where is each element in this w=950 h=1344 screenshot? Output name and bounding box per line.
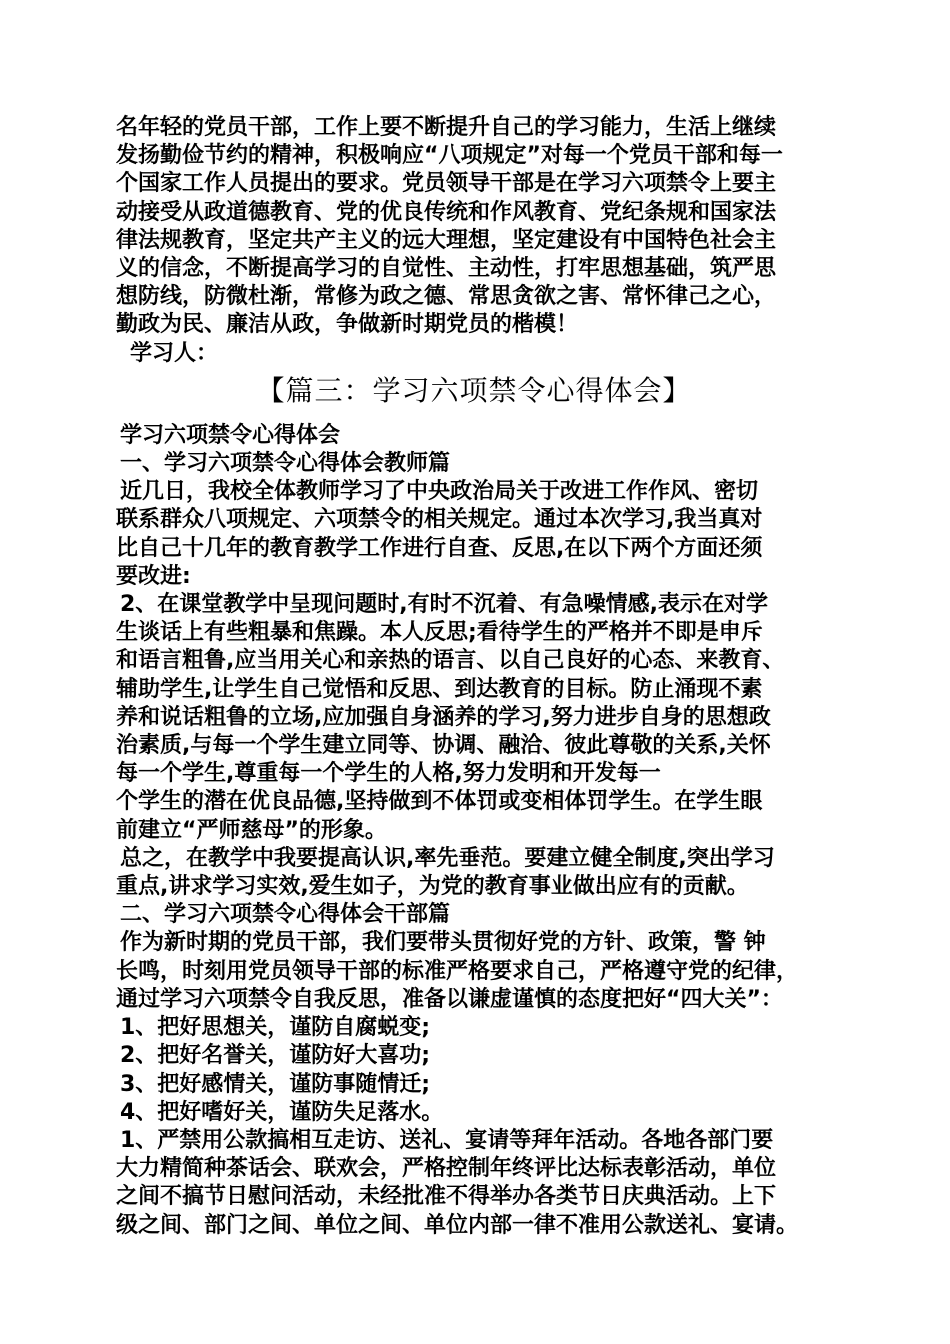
text-line: 通过学习六项禁令自我反思，准备以谦虚谨慎的态度把好“四大关”： — [116, 986, 783, 1012]
list-item: 3、把好感情关，谨防事随情迁; — [120, 1071, 431, 1097]
document-page — [116, 114, 840, 1240]
text-line: 总之，在教学中我要提高认识,率先垂范。要建立健全制度,突出学习 — [120, 845, 775, 871]
text-line: 个国家工作人员提出的要求。党员领导干部是在学习六项禁令上要主 — [116, 171, 777, 197]
text-line: 近几日，我校全体教师学习了中央政治局关于改进工作作风、密切 — [120, 479, 759, 505]
text-line: 生谈话上有些粗暴和焦躁。本人反思;看待学生的严格并不即是申斥 — [116, 620, 763, 646]
text-line: 要改进: — [116, 563, 191, 589]
text-line: 联系群众八项规定、六项禁令的相关规定。通过本次学习,我当真对 — [116, 507, 763, 533]
paragraph-prohibitions — [116, 1127, 840, 1240]
text-line: 名年轻的党员干部，工作上要不断提升自己的学习能力，生活上继续 — [116, 115, 777, 140]
list-item: 1、把好思想关，谨防自腐蜕变; — [120, 1015, 431, 1041]
section-title-cadres: 二、学习六项禁令心得体会干部篇 — [120, 902, 451, 928]
list-item: 2、把好名誉关，谨防好大喜功; — [120, 1043, 431, 1069]
text-line: 长鸣，时刻用党员领导干部的标准严格要求自己，严格遵守党的纪律， — [116, 958, 799, 984]
text-line: 个学生的潜在优良品德,坚持做到不体罚或变相体罚学生。在学生眼 — [116, 789, 763, 815]
paragraph-classroom-reflection — [116, 591, 840, 845]
text-line: 勤政为民、廉洁从政，争做新时期党员的楷模！ — [116, 312, 579, 338]
text-line: 之间不搞节日慰问活动，未经批准不得举办各类节日庆典活动。上下 — [116, 1184, 777, 1210]
text-line: 作为新时期的党员干部，我们要带头贯彻好党的方针、政策，警 钟 — [120, 930, 766, 956]
text-line: 想防线，防微杜渐，常修为政之德、常思贪欲之害、常怀律己之心， — [116, 284, 777, 310]
text-line: 前建立“严师慈母”的形象。 — [116, 817, 387, 843]
list-item: 4、把好嗜好关，谨防失足落水。 — [120, 1099, 444, 1125]
text-line: 和语言粗鲁,应当用关心和亲热的语言、以自己良好的心态、来教育、 — [116, 648, 785, 674]
text-line: 治素质,与每一个学生建立同等、协调、融洽、彼此尊敬的关系,关怀 — [116, 733, 771, 759]
chapter-heading: 【篇三：学习六项禁令心得体会】 — [256, 373, 692, 407]
text-line: 义的信念，不断提高学习的自觉性、主动性，打牢思想基础，筑严思 — [116, 256, 777, 282]
text-line: 1、严禁用公款搞相互走访、送礼、宴请等拜年活动。各地各部门要 — [120, 1127, 774, 1153]
paragraph-conclusion — [116, 845, 840, 901]
text-line: 每一个学生,尊重每一个学生的人格,努力发明和开发每一 — [116, 761, 661, 787]
four-checkpoints-list — [116, 1014, 840, 1127]
text-line: 养和说话粗鲁的立场,应加强自身涵养的学习,努力进步自身的思想政 — [116, 704, 771, 730]
text-line: 动接受从政道德教育、党的优良传统和作风教育、党纪条规和国家法 — [116, 199, 777, 225]
signature-line: 学习人： — [130, 340, 219, 366]
text-line: 律法规教育，坚定共产主义的远大理想，坚定建设有中国特色社会主 — [116, 227, 777, 253]
text-line: 2、在课堂教学中呈现问题时,有时不沉着、有急噪情感,表示在对学 — [120, 592, 769, 618]
text-line: 发扬勤俭节约的精神，积极响应“八项规定”对每一个党员干部和每一 — [116, 143, 783, 169]
text-line: 级之间、部门之间、单位之间、单位内部一律不准用公款送礼、宴请。 — [116, 1212, 799, 1238]
text-line: 比自己十几年的教育教学工作进行自查、反思,在以下两个方面还须 — [116, 535, 763, 561]
paragraph-party-cadres — [116, 114, 840, 340]
section-title-teachers: 一、学习六项禁令心得体会教师篇 — [120, 451, 451, 477]
paragraph-teacher-intro — [116, 478, 840, 591]
text-line: 辅助学生,让学生自己觉悟和反思、到达教育的目标。防止涌现不素 — [116, 676, 763, 702]
document-title: 学习六项禁令心得体会 — [120, 422, 341, 448]
paragraph-cadre-intro — [116, 929, 840, 1014]
text-line: 大力精简种茶话会、联欢会，严格控制年终评比达标表彰活动，单位 — [116, 1156, 777, 1182]
text-line: 重点,讲求学习实效,爱生如子，为党的教育事业做出应有的贡献。 — [116, 874, 749, 900]
